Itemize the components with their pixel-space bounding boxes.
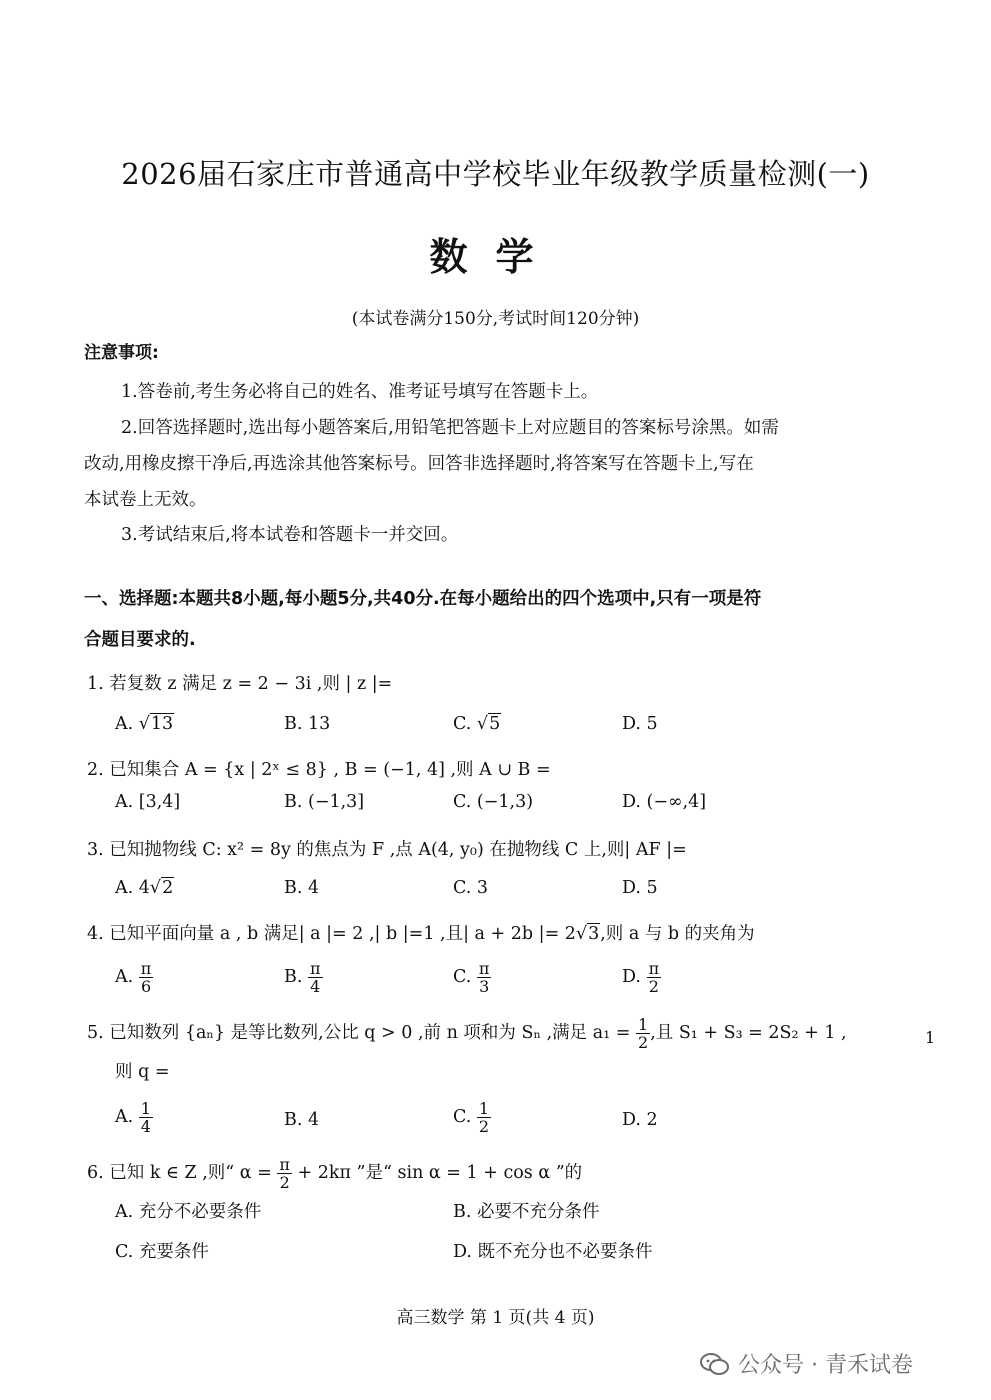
question-1-option-b: B. 13 <box>284 714 331 734</box>
question-6-option-c: C. 充要条件 <box>115 1242 209 1262</box>
question-1-option-c: C. √5 <box>453 714 501 734</box>
question-3-option-d: D. 5 <box>622 878 658 898</box>
question-4-stem: 4. 已知平面向量 a , b 满足| a |= 2 ,| b |=1 ,且| a + 2b |= 2√3,则 a 与 b 的夹角为 <box>87 924 755 944</box>
question-4-option-d: D. $\frac{\pi}{2}$ <box>622 959 660 996</box>
note-2-line-2: 改动,用橡皮擦干净后,再选涂其他答案标号。回答非选择题时,将答案写在答题卡上,写在 <box>84 454 754 474</box>
question-5-option-d: D. 2 <box>622 1110 658 1130</box>
wechat-icon <box>700 1352 730 1376</box>
question-5-option-b: B. 4 <box>284 1110 320 1130</box>
side-page-number: 1 <box>925 1028 936 1047</box>
question-2-option-c: C. (−1,3) <box>453 792 534 812</box>
question-5-stem-cont: 则 q = <box>115 1062 170 1082</box>
note-2-line-3: 本试卷上无效。 <box>84 490 207 510</box>
question-1-option-d: D. 5 <box>622 714 658 734</box>
question-3-option-c: C. 3 <box>453 878 489 898</box>
question-5-stem: 5. 已知数列 {aₙ} 是等比数列,公比 q > 0 ,前 n 项和为 Sₙ ,满足 a₁ = $\frac{1}{2}$ ,且 S₁ + S₃ = 2S₂ + 1 , <box>87 1015 847 1052</box>
note-3: 3.考试结束后,将本试卷和答题卡一并交回。 <box>121 525 459 545</box>
watermark-text: 公众号 · 青禾试卷 <box>738 1353 913 1378</box>
question-2-option-d: D. (−∞,4] <box>622 792 707 812</box>
notes-heading: 注意事项: <box>84 343 159 363</box>
question-3-stem: 3. 已知抛物线 C: x² = 8y 的焦点为 F ,点 A(4, y₀) 在抛物线 C 上,则| AF |= <box>87 840 687 860</box>
question-1-stem: 1. 若复数 z 满足 z = 2 − 3i ,则 | z |= <box>87 674 393 694</box>
note-2-line-1: 2.回答选择题时,选出每小题答案后,用铅笔把答题卡上对应题目的答案标号涂黑。如需 <box>121 418 779 438</box>
subject-title: 数学 <box>429 234 562 279</box>
section-1-heading-line-2: 合题目要求的. <box>84 630 196 650</box>
question-5-option-c: C. $\frac{1}{2}$ <box>453 1099 490 1136</box>
question-1-option-a: A. √13 <box>115 714 174 734</box>
exam-meta: (本试卷满分150分,考试时间120分钟) <box>351 309 640 329</box>
section-1-heading-line-1: 一、选择题:本题共8小题,每小题5分,共40分.在每小题给出的四个选项中,只有一项是符 <box>84 589 762 609</box>
exam-title: 2026届石家庄市普通高中学校毕业年级教学质量检测(一) <box>121 157 870 191</box>
question-4-option-b: B. $\frac{\pi}{4}$ <box>284 959 321 996</box>
question-6-stem: 6. 已知 k ∈ Z ,则“ α = $\frac{\pi}{2}$ + 2kπ ”是“ sin α = 1 + cos α ”的 <box>87 1155 583 1192</box>
page-footer: 高三数学 第 1 页(共 4 页) <box>396 1308 595 1328</box>
question-6-option-d: D. 既不充分也不必要条件 <box>453 1242 653 1262</box>
question-2-option-b: B. (−1,3] <box>284 792 365 812</box>
question-4-option-a: A. $\frac{\pi}{6}$ <box>115 959 152 996</box>
watermark <box>700 1348 913 1379</box>
question-6-option-a: A. 充分不必要条件 <box>115 1202 262 1222</box>
question-3-option-a: A. 4√2 <box>115 878 174 898</box>
question-2-option-a: A. [3,4] <box>115 792 181 812</box>
question-4-option-c: C. $\frac{\pi}{3}$ <box>453 959 490 996</box>
note-1: 1.答卷前,考生务必将自己的姓名、准考证号填写在答题卡上。 <box>121 382 599 402</box>
question-2-stem: 2. 已知集合 A = {x | 2ˣ ≤ 8} , B = (−1, 4] ,则 A ∪ B = <box>87 760 551 780</box>
question-5-option-a: A. $\frac{1}{4}$ <box>115 1099 151 1136</box>
question-3-option-b: B. 4 <box>284 878 320 898</box>
question-6-option-b: B. 必要不充分条件 <box>453 1202 600 1222</box>
